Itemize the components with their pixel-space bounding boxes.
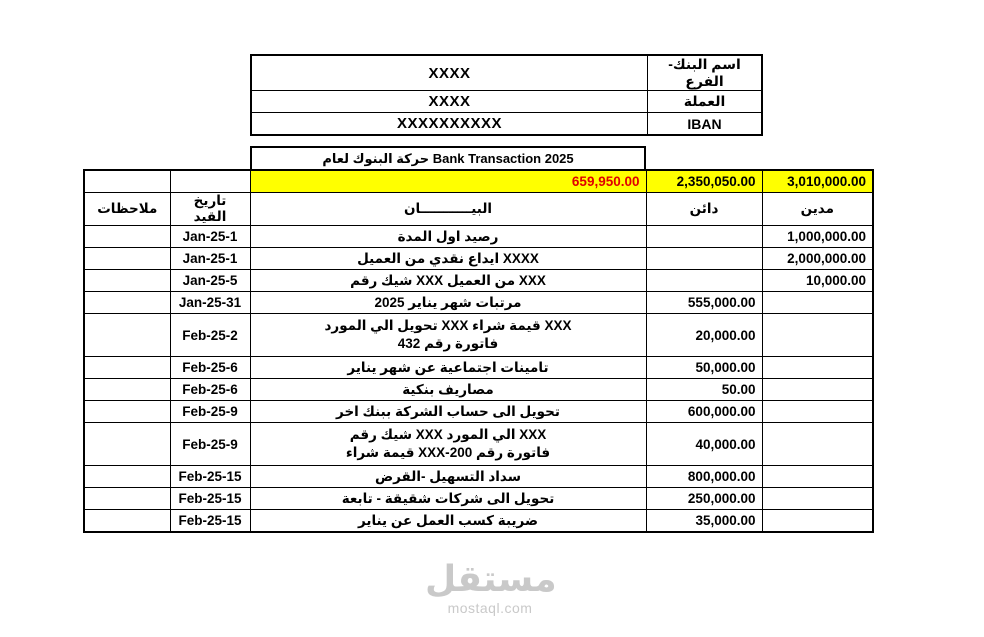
table-row — [84, 466, 873, 488]
description-cell — [250, 248, 646, 270]
watermark-arabic: مستقل — [425, 559, 557, 600]
credit-cell: 35,000.00 — [646, 510, 762, 533]
credit-cell: 250,000.00 — [646, 488, 762, 510]
table-row — [84, 510, 873, 533]
description-line: رصيد اول المدة — [397, 228, 499, 244]
table-row — [84, 314, 873, 357]
notes-cell — [84, 379, 170, 401]
bank-info-row — [251, 113, 762, 136]
debit-total: 3,010,000.00 — [762, 170, 873, 193]
credit-cell — [646, 270, 762, 292]
totals-date-cell — [170, 170, 250, 193]
debit-cell — [762, 510, 873, 533]
notes-cell — [84, 488, 170, 510]
description-line: تحويل الى شركات شقيقة - تابعة — [341, 490, 555, 506]
notes-cell — [84, 292, 170, 314]
date-cell: Jan-25-31 — [170, 292, 250, 314]
mostaql-watermark — [425, 560, 555, 620]
bank-info-row — [251, 91, 762, 113]
description-line: شيك رقم XXX من العميل XXX — [350, 272, 546, 288]
notes-cell — [84, 466, 170, 488]
credit-cell: 800,000.00 — [646, 466, 762, 488]
header-debit: مدين — [762, 193, 873, 226]
date-cell: Feb-25-6 — [170, 379, 250, 401]
date-cell: Feb-25-15 — [170, 488, 250, 510]
date-cell: Feb-25-15 — [170, 510, 250, 533]
description-line: مصاريف بنكية — [402, 381, 494, 397]
description-line: قيمة شراء XXX-فاتورة رقم 200 — [345, 445, 551, 460]
header-credit: دائن — [646, 193, 762, 226]
description-cell — [250, 423, 646, 466]
bank-info-label: العملة — [648, 91, 763, 113]
table-row — [84, 379, 873, 401]
description-cell — [250, 270, 646, 292]
notes-cell — [84, 357, 170, 379]
bank-info-table — [250, 54, 763, 136]
description-line: ايداع نقدي من العميل XXXX — [357, 250, 539, 266]
description-line: فاتورة رقم 432 — [397, 336, 499, 351]
description-line: تحويل الي المورد XXX قيمة شراء XXX — [324, 318, 572, 333]
table-row — [84, 401, 873, 423]
description-cell — [250, 292, 646, 314]
bank-info-label: IBAN — [648, 113, 763, 136]
debit-cell — [762, 379, 873, 401]
notes-cell — [84, 226, 170, 248]
totals-notes-cell — [84, 170, 170, 193]
bank-info-value: XXXX — [251, 55, 648, 91]
debit-cell: 2,000,000.00 — [762, 248, 873, 270]
debit-cell: 1,000,000.00 — [762, 226, 873, 248]
description-line: تامينات اجتماعية عن شهر يناير — [347, 359, 549, 375]
credit-cell: 600,000.00 — [646, 401, 762, 423]
ledger-title: حركة البنوك لعام Bank Transaction 2025 — [250, 146, 646, 169]
bank-info-value: XXXX — [251, 91, 648, 113]
description-cell — [250, 488, 646, 510]
description-line: مرتبات شهر يناير 2025 — [374, 294, 522, 310]
totals-row — [84, 170, 873, 193]
description-line: تحويل الى حساب الشركة ببنك اخر — [336, 403, 560, 419]
description-line: سداد التسهيل -القرض — [374, 468, 521, 484]
table-row — [84, 248, 873, 270]
date-cell: Jan-25-1 — [170, 226, 250, 248]
credit-cell: 40,000.00 — [646, 423, 762, 466]
description-cell — [250, 314, 646, 357]
header-notes: ملاحظات — [84, 193, 170, 226]
debit-cell — [762, 357, 873, 379]
notes-cell — [84, 248, 170, 270]
bank-info-label: اسم البنك-الفرع — [648, 55, 763, 91]
debit-cell — [762, 488, 873, 510]
balance-total: 659,950.00 — [250, 170, 646, 193]
table-row — [84, 357, 873, 379]
date-cell: Feb-25-15 — [170, 466, 250, 488]
table-row — [84, 488, 873, 510]
credit-cell: 20,000.00 — [646, 314, 762, 357]
credit-cell — [646, 226, 762, 248]
date-cell: Feb-25-9 — [170, 423, 250, 466]
header-row — [84, 193, 873, 226]
description-cell — [250, 357, 646, 379]
description-cell — [250, 466, 646, 488]
description-cell — [250, 510, 646, 533]
credit-cell: 50,000.00 — [646, 357, 762, 379]
credit-cell: 50.00 — [646, 379, 762, 401]
notes-cell — [84, 401, 170, 423]
date-cell: Feb-25-6 — [170, 357, 250, 379]
credit-cell — [646, 248, 762, 270]
credit-cell: 555,000.00 — [646, 292, 762, 314]
watermark-latin: mostaql.com — [447, 600, 533, 616]
bank-info-value: XXXXXXXXXX — [251, 113, 648, 136]
header-date: تاريخ القيد — [170, 193, 250, 226]
debit-cell — [762, 401, 873, 423]
table-row — [84, 270, 873, 292]
table-row — [84, 292, 873, 314]
date-cell: Jan-25-5 — [170, 270, 250, 292]
debit-cell — [762, 423, 873, 466]
description-cell — [250, 401, 646, 423]
debit-cell — [762, 466, 873, 488]
notes-cell — [84, 510, 170, 533]
date-cell: Jan-25-1 — [170, 248, 250, 270]
table-row — [84, 423, 873, 466]
table-row — [84, 226, 873, 248]
debit-cell: 10,000.00 — [762, 270, 873, 292]
notes-cell — [84, 270, 170, 292]
description-cell — [250, 379, 646, 401]
header-description: البيـــــــــــان — [250, 193, 646, 226]
description-line: شيك رقم XXX الي المورد XXX — [349, 427, 547, 442]
date-cell: Feb-25-2 — [170, 314, 250, 357]
credit-total: 2,350,050.00 — [646, 170, 762, 193]
debit-cell — [762, 314, 873, 357]
bank-info-row — [251, 55, 762, 91]
bank-transactions-table — [83, 169, 874, 533]
notes-cell — [84, 314, 170, 357]
description-cell — [250, 226, 646, 248]
notes-cell — [84, 423, 170, 466]
debit-cell — [762, 292, 873, 314]
description-line: ضريبة كسب العمل عن يناير — [358, 512, 538, 528]
date-cell: Feb-25-9 — [170, 401, 250, 423]
